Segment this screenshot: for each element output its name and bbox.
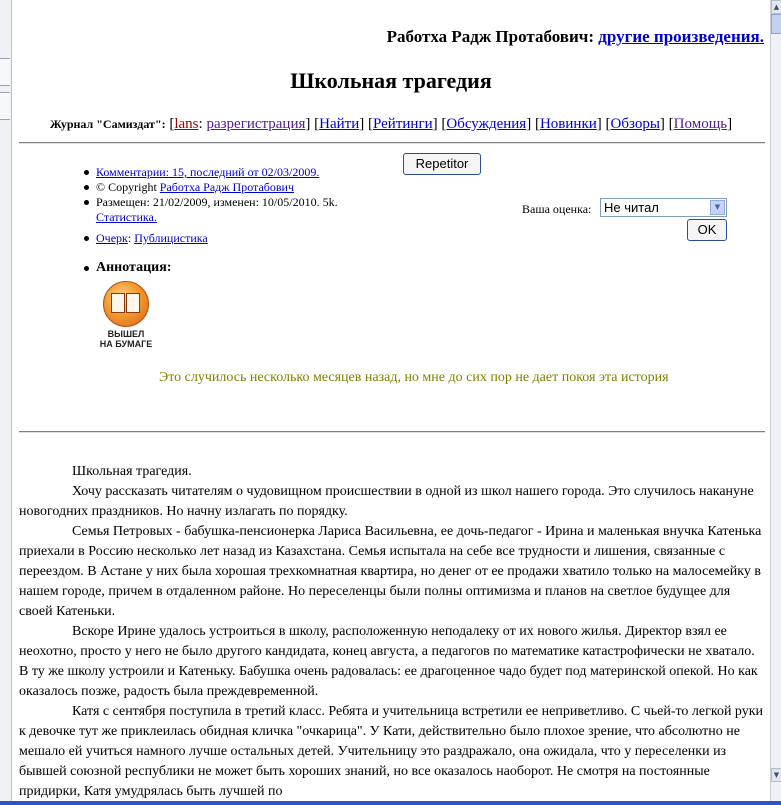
left-edge-tab [0,92,10,120]
info-item-copyright [84,180,374,195]
story-paragraph: Катя с сентября поступила в третий класс. Ребята и учительница встретили ее неприветливо. С чьей-то легкой руки к девочке тут же приклеилась обидная кличка "очкарица". У Кати, действительно было плохое зрение, что абсолютно не мешало ей учиться намного лучше остальных детей. Учительницу это раздражало, она ожидала, что у переселенки из бывшей союзной республики не может быть хороших знаний, но все оказалось наоборот. Не смотря на постоянные придирки, Катя умудрялась быть лучшей по [19,704,764,799]
story-paragraph: Хочу рассказать читателям о чудовищном происшествии в одной из школ нашего города. Это случилось накануне новогодних праздников. Но начну излагать по порядку. [19,484,754,519]
ratings-link[interactable]: Рейтинги [373,116,433,132]
vertical-scrollbar[interactable] [770,0,781,805]
story-paragraph: Семья Петровых - бабушка-пенсионерка Лариса Васильевна, ее дочь-педагог - Ирина и маленькая внучка Катенька приехали в Россию несколько лет назад из Казахстана. Семья испытала на себе все трудности и лишения, связанные с переездом. В Астане у них была хорошая трехкомнатная квартира, но денег от ее продажи хватило только на малосемейку в нашем городе, причем в отдаленном районе. Но переселенцы были полны оптимизма и планов на светлое будущее для своей Катеньки. [19,524,762,619]
divider [19,431,765,433]
badge-line-2: НА БУМАГЕ [99,339,153,349]
rating-selected-value: Не читал [604,200,659,215]
left-window-edge [0,0,12,805]
find-link[interactable]: Найти [319,116,360,132]
genre-colon: : [127,231,132,245]
info-item-genre [84,231,374,246]
rating-label: Ваша оценка: [522,202,592,216]
author-colon: : [588,27,595,46]
journal-name: Журнал "Самиздат": [49,117,166,131]
user-link[interactable]: lans [174,116,199,132]
book-icon [111,293,141,313]
page-title: Школьная трагедия [290,68,492,93]
news-link[interactable]: Новинки [539,116,597,132]
genre-link[interactable]: Очерк [96,231,128,245]
stats-link[interactable]: Статистика. [96,210,157,224]
repetitor-button[interactable]: Repetitor [403,153,481,175]
chevron-down-icon[interactable]: ▼ [710,200,725,215]
author-name: Работха Радж Протабович [386,27,589,46]
published-on-paper-badge [96,281,156,351]
scroll-down-icon[interactable]: ▼ [771,768,781,782]
author-line [387,27,764,47]
posted-text: Размещен: 21/02/2009, изменен: 10/05/2010. 5k. [96,195,338,209]
copyright-prefix: © Copyright [96,180,157,194]
ok-button[interactable]: OK [687,219,727,241]
info-item-comments [84,165,374,180]
info-item-posted [84,195,374,225]
scrollbar-thumb[interactable] [771,14,781,34]
journal-nav: Журнал "Самиздат": [lans: разрегистрация] [Найти] [Рейтинги] [Обсуждения] [Новинки] [Обзоры] [Помощь] [49,116,733,132]
comments-link[interactable]: Комментарии: 15, последний от 02/03/2009. [96,165,320,179]
rating-select[interactable] [600,198,727,217]
help-link[interactable]: Помощь [673,116,728,132]
discussions-link[interactable]: Обсуждения [446,116,527,132]
copyright-author-link[interactable]: Работха Радж Протабович [159,180,295,194]
taskbar-edge [0,801,781,805]
badge-line-1: ВЫШЕЛ [107,329,145,339]
other-works-link[interactable]: другие произведения. [598,27,764,46]
page-content [12,0,770,805]
story-text [19,462,764,802]
category-link[interactable]: Публицистика [134,231,208,245]
info-list [84,165,374,246]
divider [19,142,765,144]
reviews-link[interactable]: Обзоры [610,116,660,132]
story-paragraph: Вскоре Ирине удалось устроиться в школу, расположенную неподалеку от их нового жилья. Директор взял ее неохотно, просто у него не было другого кандидата, конец августа, а педагогов по математике катастрофически не хватало. В ту же школу устроили и Катеньку. Бабушка очень радовалась: ее драгоценное чадо будет под материнской опекой. Но как оказалось позже, радость была преждевременной. [19,624,758,699]
story-paragraph: Школьная трагедия. [72,464,192,479]
scroll-up-icon[interactable]: ▲ [771,0,781,14]
left-edge-tab [0,58,10,86]
annotation-text: Это случилось несколько месяцев назад, но мне до сих пор не дает покоя эта история [159,370,669,385]
unregister-link[interactable]: разрегистрация [206,116,306,132]
annotation-heading: Аннотация: [84,260,171,276]
